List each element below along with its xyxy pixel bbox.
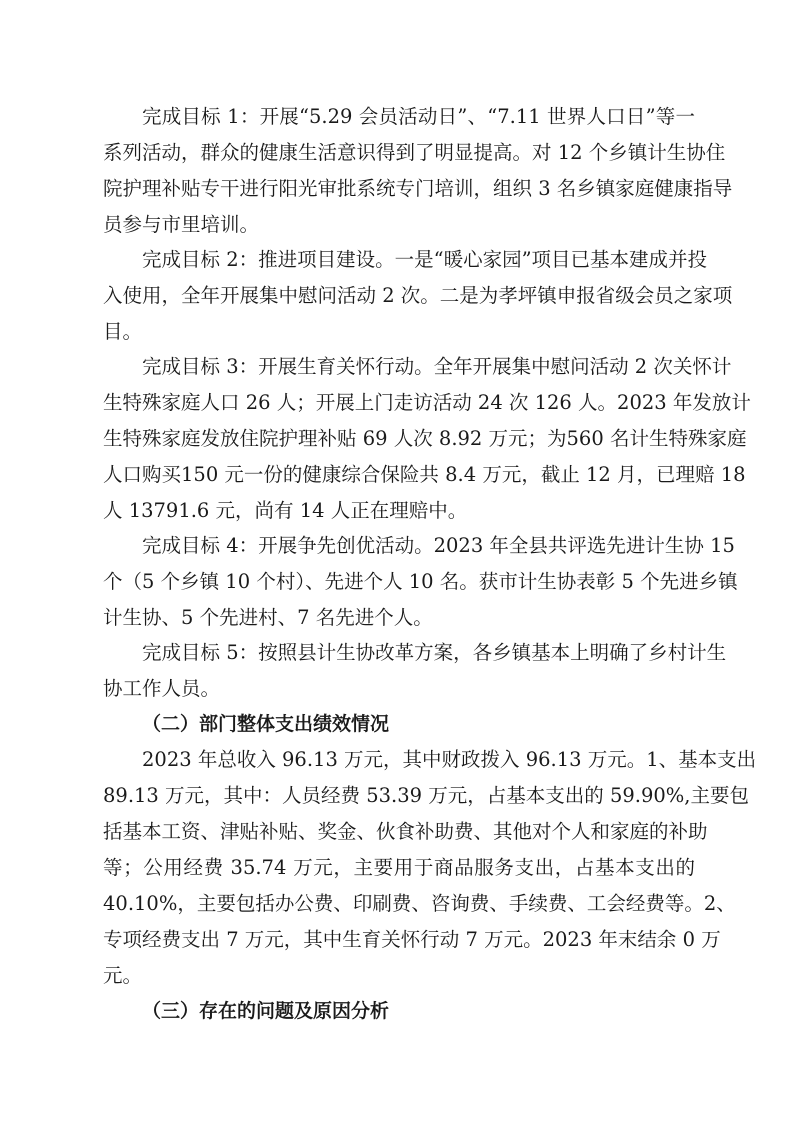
paragraph-6-line-3: 括基本工资、津贴补贴、奖金、伙食补助费、其他对个人和家庭的补助 bbox=[103, 820, 708, 843]
paragraph-3-line-3: 生特殊家庭发放住院护理补贴 69 人次 8.92 万元；为560 名计生特殊家庭 bbox=[103, 427, 747, 450]
paragraph-4-line-2: 个（5 个乡镇 10 个村）、先进个人 10 名。获市计生协表彰 5 个先进乡镇 bbox=[103, 570, 738, 593]
paragraph-2-line-1: 完成目标 2：推进项目建设。一是“暖心家园”项目已基本建成并投 bbox=[142, 248, 708, 271]
paragraph-6-line-2: 89.13 万元，其中：人员经费 53.39 万元，占基本支出的 59.90%,主要包 bbox=[103, 784, 749, 807]
paragraph-4-line-1: 完成目标 4：开展争先创优活动。2023 年全县共评选先进计生协 15 bbox=[142, 534, 735, 557]
paragraph-1-line-1: 完成目标 1：开展“5.29 会员活动日”、“7.11 世界人口日”等一 bbox=[142, 105, 695, 128]
paragraph-6-line-1: 2023 年总收入 96.13 万元，其中财政拨入 96.13 万元。1、基本支出 bbox=[142, 748, 757, 771]
paragraph-1-line-4: 员参与市里培训。 bbox=[103, 213, 260, 236]
paragraph-6-line-7: 元。 bbox=[103, 964, 143, 987]
paragraph-6-line-6: 专项经费支出 7 万元，其中生育关怀行动 7 万元。2023 年末结余 0 万 bbox=[103, 928, 721, 951]
paragraph-5-line-2: 协工作人员。 bbox=[103, 677, 221, 700]
paragraph-3-line-1: 完成目标 3：开展生育关怀行动。全年开展集中慰问活动 2 次关怀计 bbox=[142, 355, 732, 378]
paragraph-2-line-3: 目。 bbox=[103, 320, 143, 343]
section-heading-2: （二）部门整体支出绩效情况 bbox=[142, 713, 390, 735]
paragraph-3-line-2: 生特殊家庭人口 26 人；开展上门走访活动 24 次 126 人。2023 年发放计 bbox=[103, 391, 751, 414]
paragraph-2-line-2: 入使用，全年开展集中慰问活动 2 次。二是为孝坪镇申报省级会员之家项 bbox=[103, 284, 733, 307]
paragraph-1-line-3: 院护理补贴专干进行阳光审批系统专门培训，组织 3 名乡镇家庭健康指导 bbox=[103, 177, 733, 200]
paragraph-6-line-5: 40.10%，主要包括办公费、印刷费、咨询费、手续费、工会经费等。2、 bbox=[103, 892, 736, 915]
paragraph-5-line-1: 完成目标 5：按照县计生协改革方案，各乡镇基本上明确了乡村计生 bbox=[142, 641, 727, 664]
paragraph-3-line-4: 人口购买150 元一份的健康综合保险共 8.4 万元，截止 12 月，已理赔 18 bbox=[103, 463, 746, 486]
paragraph-1-line-2: 系列活动，群众的健康生活意识得到了明显提高。对 12 个乡镇计生协住 bbox=[103, 141, 726, 164]
paragraph-3-line-5: 人 13791.6 元，尚有 14 人正在理赔中。 bbox=[103, 499, 468, 522]
section-heading-3: （三）存在的问题及原因分析 bbox=[142, 1000, 390, 1022]
paragraph-4-line-3: 计生协、5 个先进村、7 名先进个人。 bbox=[103, 606, 433, 629]
paragraph-6-line-4: 等；公用经费 35.74 万元，主要用于商品服务支出，占基本支出的 bbox=[103, 856, 695, 879]
